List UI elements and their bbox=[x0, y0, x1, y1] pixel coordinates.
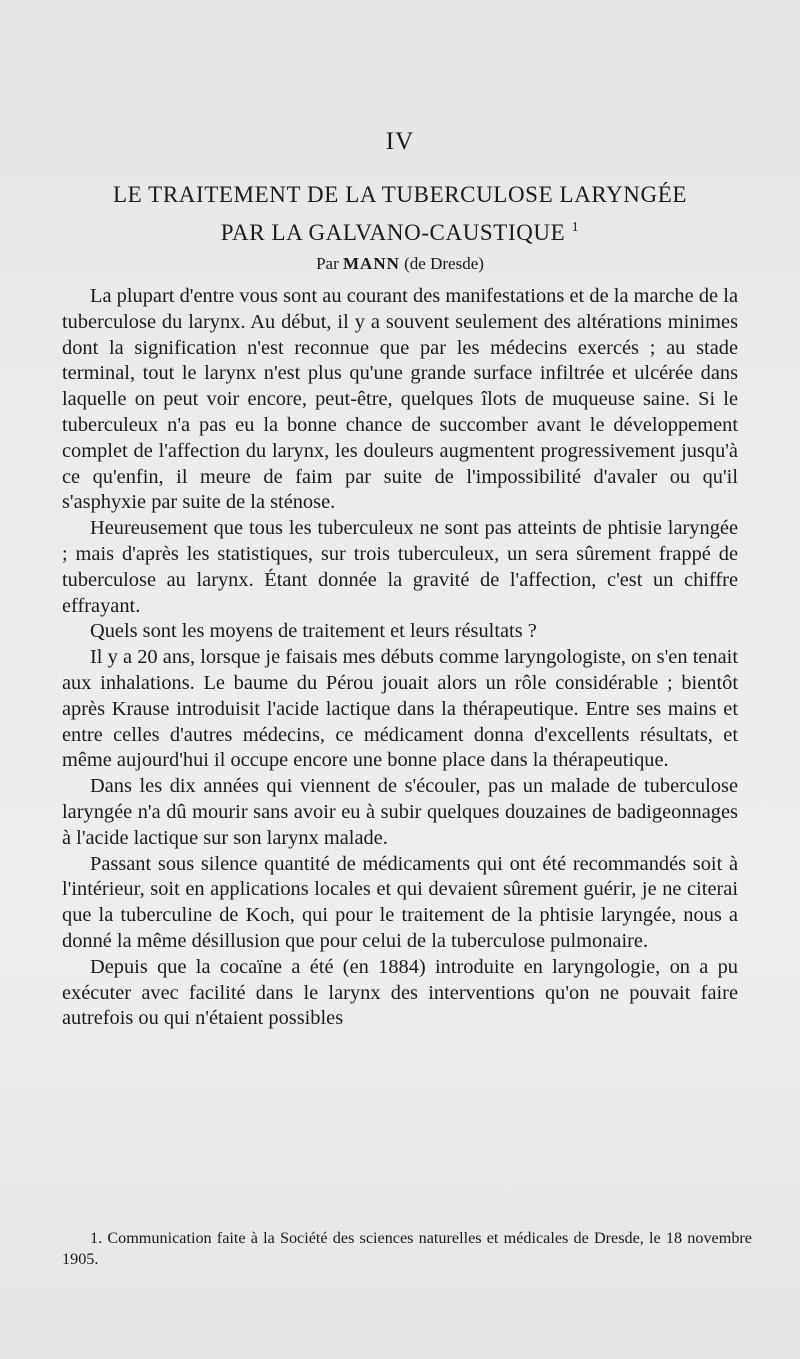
chapter-number: IV bbox=[385, 128, 415, 155]
title-line-2 bbox=[40, 211, 760, 249]
paragraph-6: Passant sous silence quantité de médicaments qui ont été recommandés soit à l'intérieur, soit en applications locales et qui devaient sûrement guérir, je ne citerai que la tuberculine de Koch, qui pour le traitement de la phtisie laryngée, nous a donné la même désillusion que pour celui de la tuberculose pulmonaire. bbox=[62, 852, 738, 952]
paragraph-3: Quels sont les moyens de traitement et leurs résultats ? bbox=[90, 620, 537, 643]
paragraph-4: Il y a 20 ans, lorsque je faisais mes débuts comme laryngologiste, on s'en tenait aux inhalations. Le baume du Pérou jouait alors un rôle considérable ; bientôt après Krause introduisit l'acide lactique dans la thérapeutique. Entre ses mains et entre celles d'autres médecins, ce médicament donna d'excellents résultats, et même aujourd'hui il occupe encore une bonne place dans la thérapeutique. bbox=[62, 646, 738, 772]
article-title bbox=[40, 178, 760, 249]
byline-prefix: Par bbox=[316, 254, 339, 273]
paragraph-1: La plupart d'entre vous sont au courant des manifestations et de la marche de la tuberculose du larynx. Au début, il y a souvent seulement des altérations minimes dont la signification n'est reconnue que par les médecins exercés ; au stade terminal, tout le larynx n'est plus qu'une grande surface infiltrée et ulcérée dans laquelle on peut voir encore, peut-être, quelques îlots de muqueuse saine. Si le tuberculeux n'a pas eu la bonne chance de succomber avant le développement complet de l'affection du larynx, les douleurs augmentent progressivement jusqu'à ce qu'enfin, il meure de faim par suite de l'impossibilité d'avaler ou qu'il s'asphyxie par suite de la sténose. bbox=[62, 285, 738, 514]
paragraph-7: Depuis que la cocaïne a été (en 1884) introduite en laryngologie, on a pu exécuter avec facilité dans le larynx des interventions qu'on ne pouvait faire autrefois ou qui n'étaient possibles bbox=[62, 955, 738, 1030]
paragraph-5: Dans les dix années qui viennent de s'écouler, pas un malade de tuberculose laryngée n'a dû mourir sans avoir eu à subir quelques douzaines de badigeonnages à l'acide lactique sur son larynx malade. bbox=[62, 775, 738, 849]
author-name: MANN bbox=[343, 254, 400, 273]
footnote bbox=[62, 1228, 752, 1270]
byline bbox=[0, 254, 800, 274]
title-line-1: LE TRAITEMENT DE LA TUBERCULOSE LARYNGÉE bbox=[112, 182, 688, 207]
article-body bbox=[62, 284, 738, 1032]
title-line-2-text: PAR LA GALVANO-CAUSTIQUE bbox=[220, 220, 566, 245]
paragraph-2: Heureusement que tous les tuberculeux ne sont pas atteints de phtisie laryngée ; mais d'après les statistiques, sur trois tuberculeux, un sera sûrement frappé de tuberculose au larynx. Étant donnée la gravité de l'affection, c'est un chiffre effrayant. bbox=[62, 517, 738, 617]
footnote-marker: 1 bbox=[571, 220, 580, 235]
footnote-text: 1. Communication faite à la Société des sciences naturelles et médicales de Dresde, le 18 novembre 1905. bbox=[62, 1229, 752, 1268]
author-affiliation: (de Dresde) bbox=[404, 254, 484, 273]
